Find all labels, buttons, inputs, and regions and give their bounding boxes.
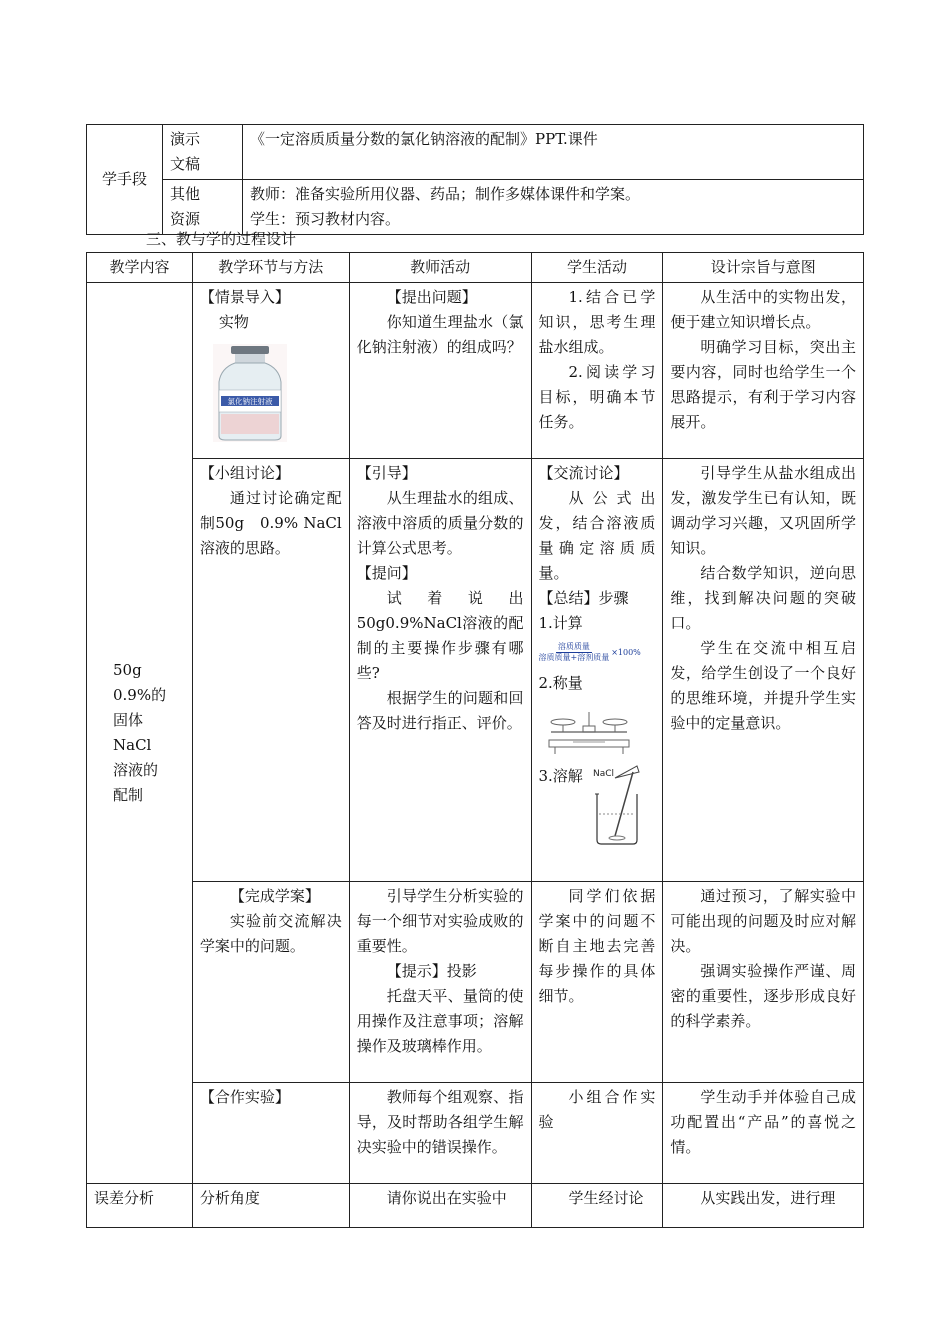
formula-factor: ×100% xyxy=(611,648,641,657)
stage1-teacher: 【提出问题】 你知道生理盐水（氯化钠注射液）的组成吗？ xyxy=(349,283,531,459)
stage3-teacher: 引导学生分析实验的每一个细节对实验成败的重要性。 【提示】投影 托盘天平、量筒的使用操作及注意事项；溶解操作及玻璃棒作用。 xyxy=(349,882,531,1083)
nacl-label: NaCl xyxy=(592,769,614,779)
stage2-method: 【小组讨论】 通过讨论确定配制50g 0.9% NaCl溶液的思路。 xyxy=(192,459,349,882)
section-title: 三、教与学的过程设计 xyxy=(146,230,297,248)
header-student: 学生活动 xyxy=(531,253,663,283)
stage1-method: 【情景导入】 实物 氯化钠注射液 xyxy=(192,283,349,459)
stage3-student: 同学们依据学案中的问题不断自主地去完善每步操作的具体细节。 xyxy=(531,882,663,1083)
resource-content-other: 教师：准备实验所用仪器、药品；制作多媒体课件和学案。 学生：预习教材内容。 xyxy=(243,180,864,235)
stage4-purpose: 学生动手并体验自己成功配置出“产品”的喜悦之情。 xyxy=(663,1083,864,1184)
process-table xyxy=(86,252,864,1228)
resources-table xyxy=(86,124,864,235)
stage2-teacher: 【引导】 从生理盐水的组成、溶液中溶质的质量分数的计算公式思考。 【提问】 试着说出50g0.9%NaCl溶液的配制的主要操作步骤有哪些? 根据学生的问题和回答及时进行指正、评价。 xyxy=(349,459,531,882)
error-analysis-teacher: 请你说出在实验中 xyxy=(349,1184,531,1228)
error-analysis-method: 分析角度 xyxy=(192,1184,349,1228)
header-content: 教学内容 xyxy=(87,253,193,283)
mass-fraction-formula xyxy=(539,640,656,665)
saline-bottle-image xyxy=(213,344,287,442)
stage1-purpose: 从生活中的实物出发，便于建立知识增长点。 明确学习目标，突出主要内容，同时也给学生一个思路提示，有利于学习内容展开。 xyxy=(663,283,864,459)
resource-content-slides: 《一定溶质质量分数的氯化钠溶液的配制》PPT.课件 xyxy=(243,125,864,180)
bottle-label-text: 氯化钠注射液 xyxy=(227,397,273,406)
error-analysis-student: 学生经讨论 xyxy=(531,1184,663,1228)
stage3-method: 【完成学案】 实验前交流解决学案中的问题。 xyxy=(192,882,349,1083)
header-method: 教学环节与方法 xyxy=(192,253,349,283)
error-analysis-topic: 误差分析 xyxy=(87,1184,193,1228)
topic-nacl-preparation: 50g 0.9%的 固体 NaCl 溶液的 配制 xyxy=(87,283,193,1184)
stage4-student: 小组合作实验 xyxy=(531,1083,663,1184)
formula-numerator: 溶质质量 xyxy=(557,642,590,651)
resource-label-slides: 演示 文稿 xyxy=(163,125,243,180)
stage3-purpose: 通过预习，了解实验中可能出现的问题及时应对解决。 强调实验操作严谨、周密的重要性，逐步形成良好的科学素养。 xyxy=(663,882,864,1083)
header-teacher: 教师活动 xyxy=(349,253,531,283)
formula-denominator: 溶质质量+溶剂质量 xyxy=(538,653,610,662)
resource-label-other: 其他 资源 xyxy=(163,180,243,235)
stage4-method: 【合作实验】 xyxy=(192,1083,349,1184)
dissolve-beaker-image xyxy=(589,764,647,846)
balance-image xyxy=(543,702,635,758)
row-header-teaching-means: 学手段 xyxy=(87,125,163,235)
stage2-purpose: 引导学生从盐水组成出发，激发学生已有认知，既调动学习兴趣，又巩固所学知识。 结合数学知识，逆向思维，找到解决问题的突破口。 学生在交流中相互启发，给学生创设了一个良好的思维环境，并提升学生实验中的定量意识。 xyxy=(663,459,864,882)
stage1-student: 1.结合已学知识，思考生理盐水组成。 2.阅读学习目标，明确本节任务。 xyxy=(531,283,663,459)
header-purpose: 设计宗旨与意图 xyxy=(663,253,864,283)
stage2-student: 【交流讨论】 从公式出发，结合溶液质量确定溶质质量。 【总结】步骤 1.计算 $\frac{\text{溶质质量}}{\text{溶质质量+溶剂质量}}$ ×100% 2.称量 3.溶解 NaCl xyxy=(531,459,663,882)
error-analysis-purpose: 从实践出发，进行理 xyxy=(663,1184,864,1228)
stage4-teacher: 教师每个组观察、指导，及时帮助各组学生解决实验中的错误操作。 xyxy=(349,1083,531,1184)
